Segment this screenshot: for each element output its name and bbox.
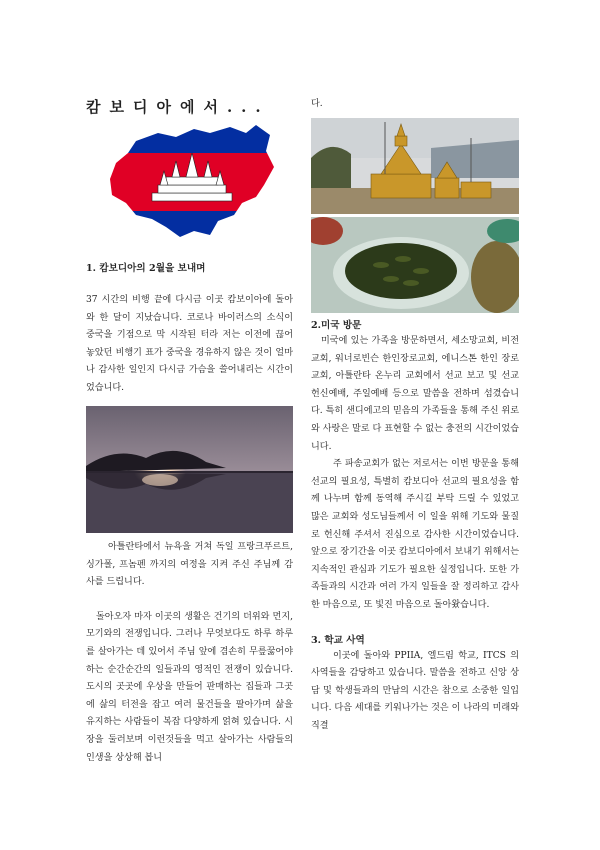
section3-paragraph1: 이곳에 돌아와 PPIIA, 엘드림 학교, ITCS 의 사역들을 감당하고 있습니다. 말씀을 전하고 신앙 상담 및 학생들과의 만남의 시간은 참으로 소중한 일입니다. 다음 세대를 키워나가는 것은 이 나라의 미래와 직결 (311, 650, 519, 731)
section1-paragraph1: 37 시간의 비행 끝에 다시금 이곳 캄보이아에 돌아와 한 달이 지났습니다. 코로나 바이러스의 소식이 중국을 기점으로 막 시작된 터라 저는 이전에 끊어 놓았던 비행기 표가 중국을 경유하지 않은 것이 얼마나 감사한 일인지 다시금 가슴을 쓸어내리는 시간이었습니다. (86, 295, 293, 393)
section1-paragraph3: 돌아오자 마자 이곳의 생활은 건기의 더위와 먼지, 모기와의 전쟁입니다. 그러나 무엇보다도 하루 하루를 살아가는 데 있어서 주님 앞에 겸손히 무릎꿇어야 하는 순간순간의 일들과의 영적인 전쟁이 있습니다. 도시의 곳곳에 우상을 만들어 판매하는 집들과 그곳에 삶의 터전을 잡고 여러 물건들을 팔아가며 삶을 유지하는 사람들이 복잡 다양하게 얽혀 있습니다. 시장을 둘러보며 이런것들을 먹고 살아가는 사람들의 인생을 상상해 봅니 (86, 611, 293, 763)
lake-sunset-photo (86, 406, 293, 533)
section2-heading: 2.미국 방문 (311, 320, 362, 331)
cambodia-flag-map-image (106, 123, 278, 239)
continuation-text: 다. (311, 99, 323, 109)
section1-heading: 1. 캄보디아의 2월을 보내며 (86, 263, 206, 274)
right-column (311, 96, 519, 776)
page-title: 캄보디아에서... (86, 98, 270, 116)
section1-paragraph2: 아틀란타에서 뉴욕을 거쳐 독일 프랑크푸르트, 싱가폴, 프놈펜 까지의 여정을 지켜 주신 주님께 감사를 드립니다. (86, 542, 293, 588)
golden-shrine-photo (311, 118, 519, 214)
left-column (86, 96, 293, 776)
section2-paragraph2: 주 파송교회가 없는 저로서는 이번 방문을 통해 선교의 필요성, 특별히 캄보디아 선교의 필요성을 함께 나누며 함께 동역해 주시길 부탁 드릴 수 있었고 많은 교회와 성도님들께서 이 일을 위해 기도와 물질로 헌신해 주셔서 진심으로 감사한 시간이었습니다. 앞으로 장기간을 이곳 캄보디아에서 보내기 위해서는 지속적인 관심과 기도가 필요한 실정입니다. 또한 가족들과의 시간과 여러 가지 일들을 잘 정리하고 감사한 마음으로, 또 빛진 마음으로 돌아왔습니다. (311, 459, 519, 610)
market-insects-photo (311, 217, 519, 313)
section2-paragraph1: 미국에 있는 가족을 방문하면서, 세소망교회, 비전교회, 워너로빈슨 한인장로교회, 에니스톤 한인 장로교회, 아틀란타 온누리 교회에서 선교 보고 및 선교 헌신예배, 주일예배 등으로 말씀을 전하며 섬겼습니다. 특히 샌디에고의 믿음의 가족들을 통해 주신 위로와 사랑은 말로 다 표현할 수 없는 충전의 시간이었습니다. (311, 336, 519, 452)
section3-heading: 3. 학교 사역 (311, 634, 365, 646)
